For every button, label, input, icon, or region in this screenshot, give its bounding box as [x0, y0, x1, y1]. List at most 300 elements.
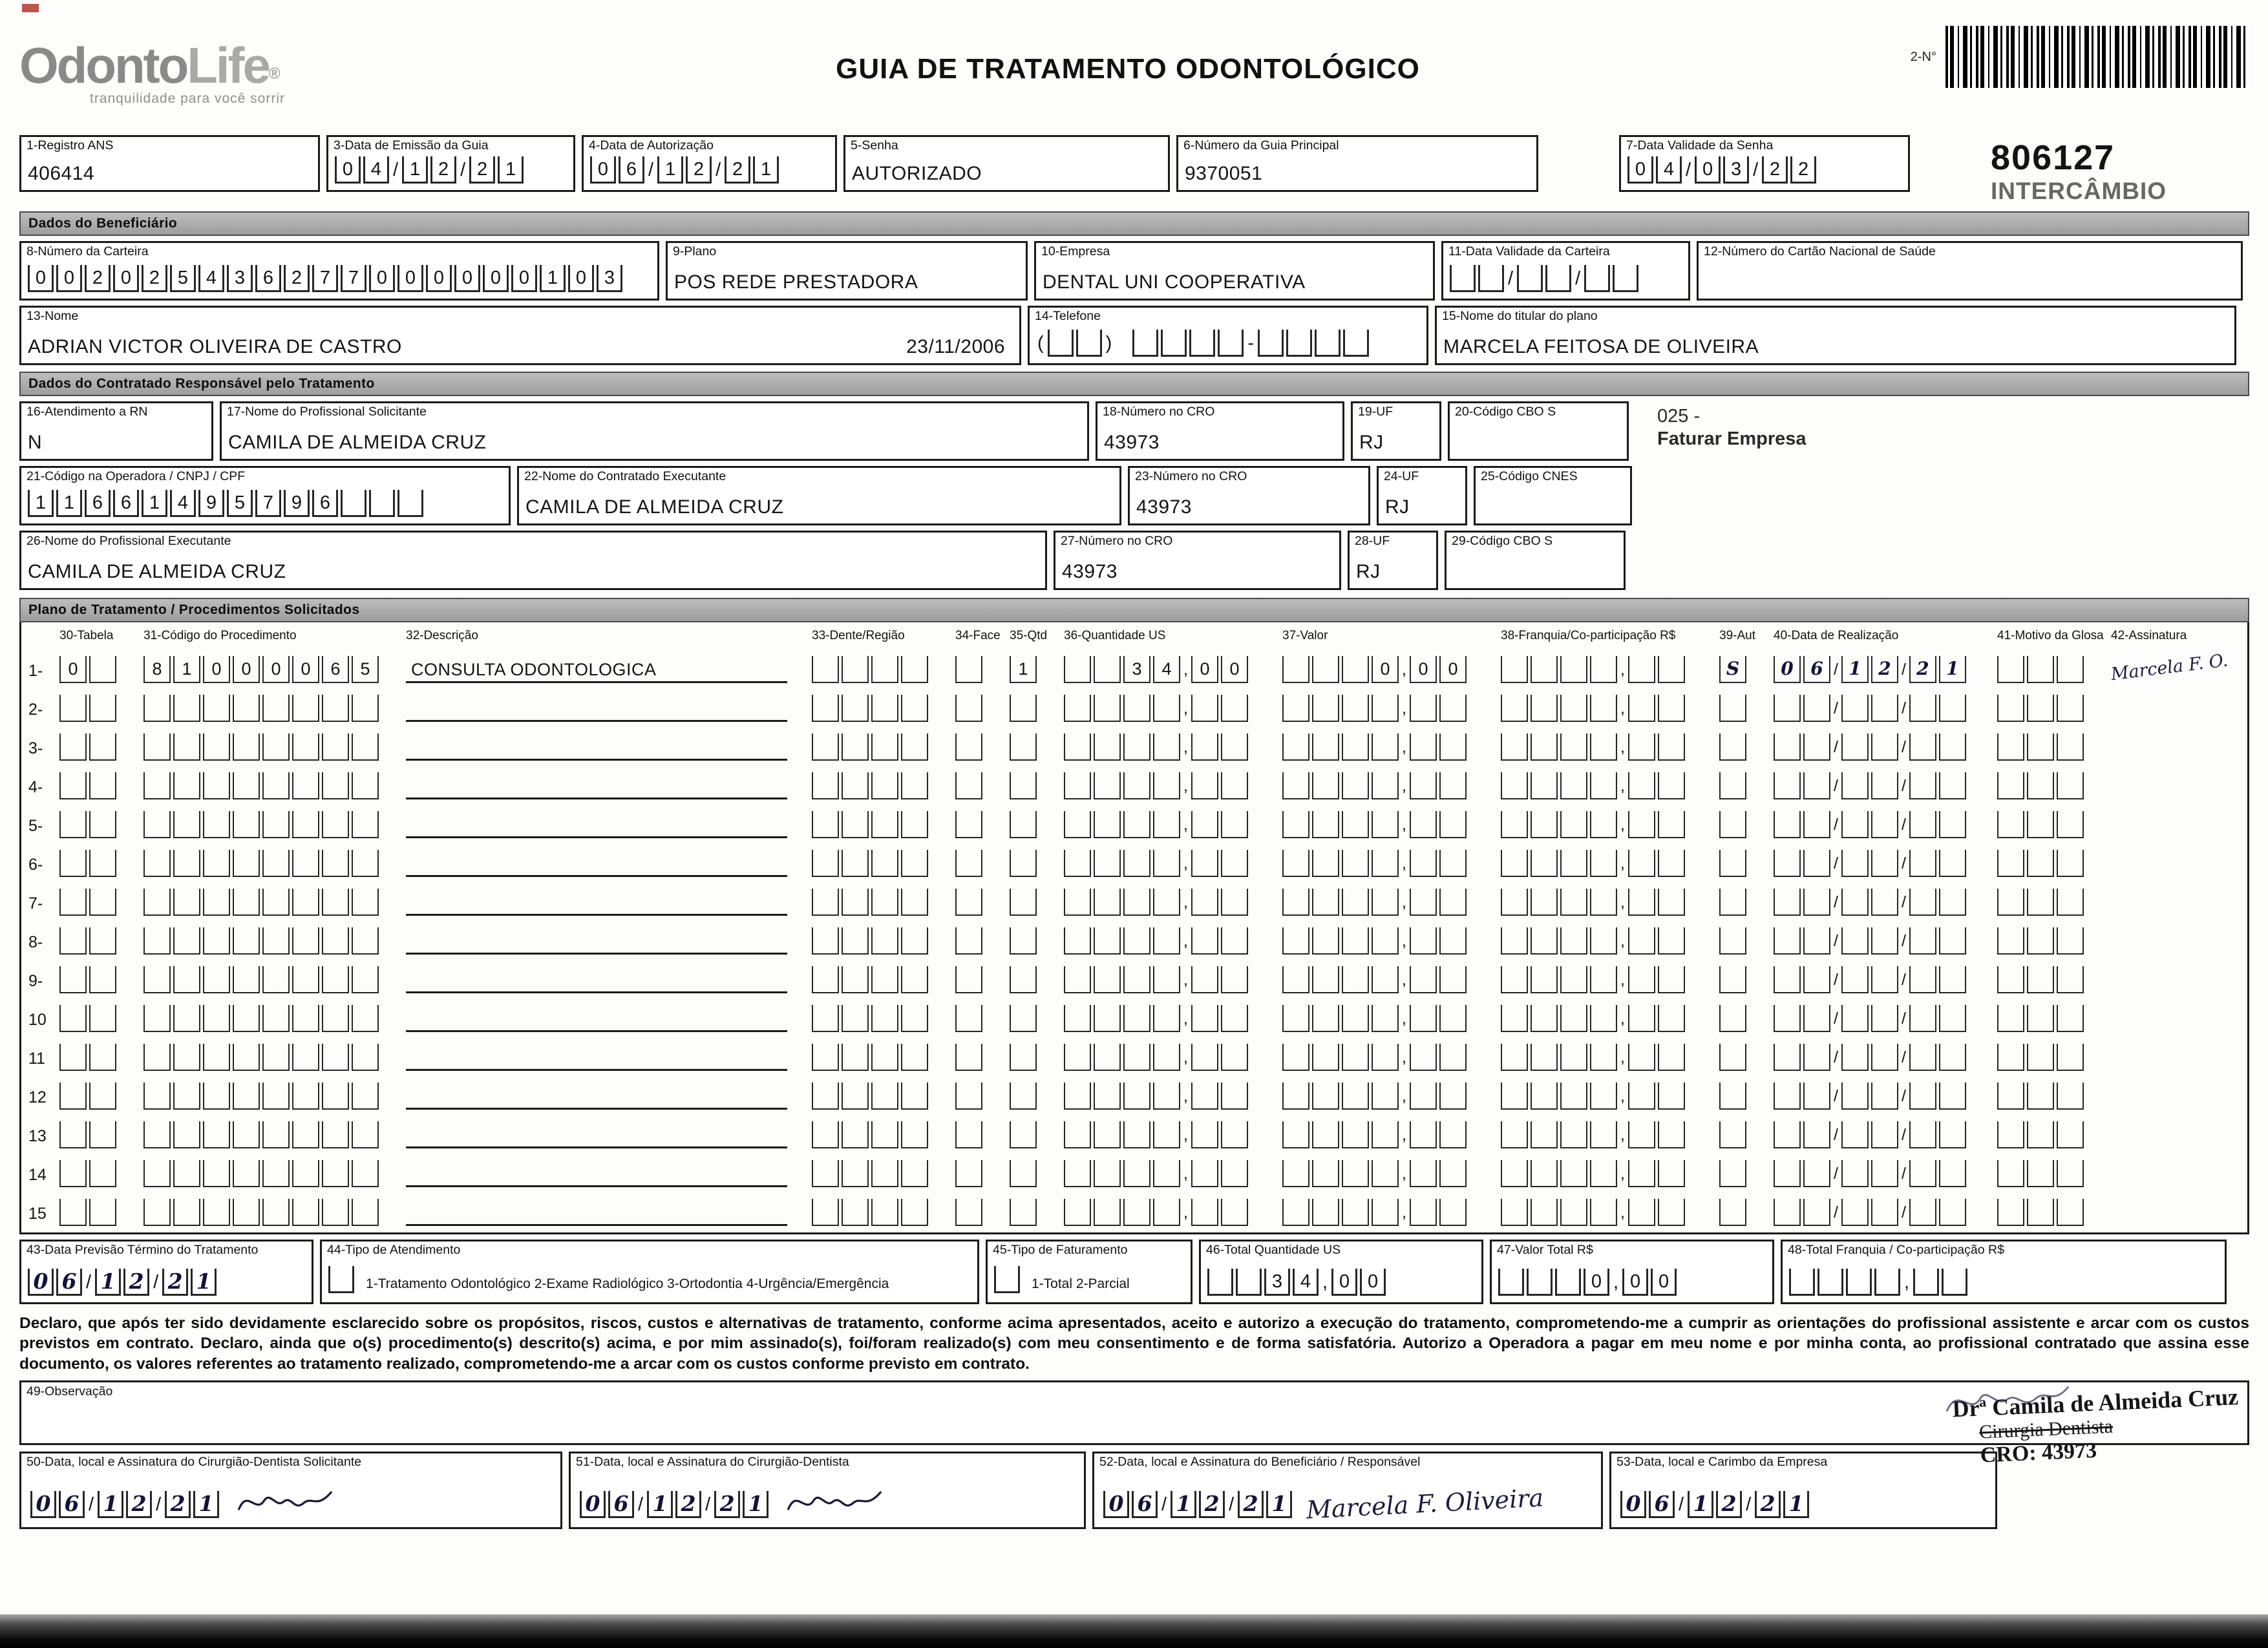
comb-cell	[1803, 1160, 1830, 1187]
comb-group-col-franquia	[1501, 1044, 1695, 1071]
comb-cell	[1939, 966, 1966, 993]
comb-cell	[1997, 772, 2024, 799]
comb-cell	[901, 656, 928, 683]
comb-group-col-qtd	[1010, 850, 1039, 877]
comb-cell	[59, 1083, 87, 1110]
comb-cell	[59, 1044, 87, 1071]
comb-cell	[1517, 265, 1543, 292]
comb-cell	[1658, 1005, 1685, 1032]
comb-cell	[1909, 889, 1936, 916]
comb-cell	[1064, 734, 1091, 761]
comb-cell	[1628, 889, 1655, 916]
comb-cell	[1997, 1199, 2024, 1226]
comb-cell	[1282, 695, 1309, 722]
comb-cell	[1871, 772, 1898, 799]
authorization-fields-row	[19, 135, 2249, 205]
comb-group-col-tabela	[59, 1121, 119, 1148]
comb-cell	[1094, 656, 1121, 683]
comb-group-col-valor	[1282, 772, 1476, 799]
comb-cell	[2027, 656, 2054, 683]
comb-cell: 2	[430, 156, 456, 184]
comb-cell	[59, 772, 87, 799]
comb-cell	[1841, 1199, 1869, 1226]
comb-cell	[1939, 927, 1966, 955]
comb-cell	[1531, 1121, 1558, 1148]
comb-cell: 0	[56, 265, 82, 292]
comb-cell	[1439, 734, 1467, 761]
comb-separator: ,	[1402, 660, 1406, 679]
treatment-row	[23, 1148, 2245, 1187]
comb-cell	[322, 1044, 349, 1071]
comb-cell	[1153, 734, 1180, 761]
comb-cell	[871, 1160, 898, 1187]
col-header-descricao: 32-Descrição	[406, 629, 478, 642]
comb-cell	[1841, 772, 1869, 799]
comb-group-col-valor	[1282, 734, 1476, 761]
comb-cell: 7	[341, 265, 366, 292]
field-value: AUTORIZADO	[852, 163, 982, 184]
comb-cell	[1560, 889, 1587, 916]
comb-cell: 1	[95, 1269, 121, 1296]
comb-group-col-aut	[1719, 811, 1749, 838]
comb-cell	[1997, 811, 2024, 838]
comb-group-col-aut	[1719, 1044, 1749, 1071]
comb-cell	[1410, 1160, 1437, 1187]
comb-cell	[1560, 927, 1587, 955]
comb-cell	[1312, 772, 1339, 799]
comb-cell	[1841, 695, 1869, 722]
comb-cell: 3	[1264, 1269, 1290, 1296]
treatment-table	[19, 622, 2249, 1234]
comb-cell	[173, 695, 200, 722]
comb-cell	[1803, 966, 1830, 993]
comb-cell	[1094, 734, 1121, 761]
comb-cell	[1560, 1199, 1587, 1226]
comb-cell	[901, 811, 928, 838]
treatment-row	[23, 955, 2245, 993]
comb-cell	[1841, 734, 1869, 761]
comb-cell: 0	[1372, 656, 1399, 683]
comb-cell	[233, 1121, 260, 1148]
comb-cell: 0	[262, 656, 290, 683]
comb-cell	[1439, 889, 1467, 916]
comb-separator: ,	[1620, 971, 1625, 989]
comb-cell	[352, 1083, 379, 1110]
comb-group-col-valor	[1282, 889, 1476, 916]
comb-cell	[1871, 850, 1898, 877]
comb-group-col-data	[1774, 734, 1973, 761]
comb-cell	[143, 850, 171, 877]
field-cro-profissional-executante	[1054, 531, 1341, 590]
field-value: DENTAL UNI COOPERATIVA	[1043, 271, 1306, 293]
comb-group-col-qtd	[1010, 811, 1039, 838]
comb-cell	[262, 889, 290, 916]
field-label: 47-Valor Total R$	[1497, 1243, 1593, 1257]
comb-cell	[1221, 1199, 1248, 1226]
field-registro-ans	[19, 135, 320, 192]
row-number: 1-	[28, 662, 43, 680]
field-label: 49-Observação	[26, 1384, 113, 1399]
comb-cell	[1531, 1199, 1558, 1226]
comb-cell	[901, 889, 928, 916]
comb-cell	[1501, 1121, 1528, 1148]
comb-cell	[1123, 695, 1150, 722]
comb-cell	[1590, 656, 1617, 683]
comb-cell	[1628, 656, 1655, 683]
comb-cell	[1010, 811, 1037, 838]
comb-separator: /	[86, 1272, 92, 1293]
comb-cell	[871, 1199, 898, 1226]
field-value: RJ	[1356, 561, 1381, 582]
comb-group-col-glosa	[1997, 656, 2086, 683]
comb-group-col-aut	[1719, 734, 1749, 761]
comb-separator: ,	[1183, 816, 1188, 834]
comb-cell	[59, 695, 87, 722]
beneficiary-name: ADRIAN VICTOR OLIVEIRA DE CASTRO	[28, 336, 402, 357]
comb-cell	[1803, 1199, 1830, 1226]
comb-cell	[1719, 927, 1746, 955]
comb-cell	[842, 966, 869, 993]
procedure-description	[406, 1119, 787, 1148]
comb-cell	[1555, 1269, 1581, 1296]
comb-cell	[1282, 927, 1309, 955]
comb-cell: 7	[255, 490, 281, 517]
comb-cell: 0	[28, 265, 54, 292]
comb-cell	[955, 1199, 982, 1226]
comb-group-col-valor	[1282, 811, 1476, 838]
comb-cell	[1410, 695, 1437, 722]
comb-group-col-valor	[1282, 966, 1476, 993]
comb-cell	[1410, 850, 1437, 877]
comb-cell: 1	[402, 156, 428, 184]
guide-number-block	[1991, 135, 2249, 205]
comb-cell	[1312, 1121, 1339, 1148]
comb-cell	[1191, 1199, 1218, 1226]
treatment-row	[23, 722, 2245, 761]
comb-cell	[1372, 927, 1399, 955]
row-number: 4-	[28, 778, 43, 796]
comb-cell: 6	[1649, 1491, 1675, 1518]
comb-cell	[322, 966, 349, 993]
comb-cell	[1094, 811, 1121, 838]
col-header-motivo-glosa: 41-Motivo da Glosa	[1997, 629, 2104, 642]
comb-cell	[1871, 1121, 1898, 1148]
procedure-description	[406, 731, 787, 761]
comb-cell	[143, 1005, 171, 1032]
comb-cell: 3	[227, 265, 253, 292]
comb-cell	[842, 811, 869, 838]
comb-cell: 8	[143, 656, 171, 683]
comb-cell: 0	[1651, 1269, 1677, 1296]
comb-cell	[1410, 966, 1437, 993]
comb-cell	[2057, 811, 2084, 838]
comb-cell	[59, 889, 87, 916]
field-label: 15-Nome do titular do plano	[1442, 309, 1598, 323]
comb-cell: 2	[126, 1491, 152, 1518]
comb-cell	[1191, 1121, 1218, 1148]
comb-cell	[812, 1083, 839, 1110]
comb-cell	[1560, 1083, 1587, 1110]
procedure-description	[406, 964, 787, 993]
comb-cell	[1909, 850, 1936, 877]
comb-cell	[955, 927, 982, 955]
field-label: 28-UF	[1355, 534, 1390, 548]
comb-cell: 2	[165, 1491, 191, 1518]
field-titular-plano	[1435, 306, 2236, 365]
comb-separator: ,	[1183, 660, 1188, 679]
comb-cell: 2	[686, 156, 712, 184]
comb-separator: /	[1834, 1165, 1838, 1183]
comb-separator: ,	[1402, 1048, 1406, 1066]
comb-cell: 0	[1360, 1269, 1386, 1296]
comb-cell	[1719, 1121, 1746, 1148]
comb-cell	[901, 734, 928, 761]
comb-group-col-face	[955, 811, 985, 838]
comb-cell	[262, 1199, 290, 1226]
totals-row	[19, 1240, 2249, 1304]
comb-cell	[1719, 1005, 1746, 1032]
comb-cell	[1841, 889, 1869, 916]
comb-cell	[1803, 927, 1830, 955]
comb-group-col-dente	[812, 1005, 931, 1032]
comb-group-col-qtd	[1010, 889, 1039, 916]
comb-cell: 6	[85, 490, 111, 517]
col-header-face: 34-Face	[955, 629, 1001, 642]
comb-cell: 0	[335, 156, 361, 184]
field-label: 53-Data, local e Carimbo da Empresa	[1616, 1455, 1828, 1470]
comb-cell	[262, 695, 290, 722]
comb-group-col-codigo	[143, 1005, 381, 1032]
comb-cell	[1560, 772, 1587, 799]
comb-group-col-franquia	[1501, 1083, 1695, 1110]
comb-cell	[1450, 265, 1476, 292]
comb-cell: 2	[469, 156, 495, 184]
field-guia-principal	[1176, 135, 1538, 192]
comb-cell	[1560, 1044, 1587, 1071]
comb-cell	[1871, 889, 1898, 916]
comb-cell	[1774, 1121, 1801, 1148]
treatment-row	[23, 1110, 2245, 1148]
comb-separator: ,	[1183, 699, 1188, 717]
comb-field	[1788, 1269, 2220, 1300]
field-value: 43973	[1062, 561, 1118, 582]
comb-group-col-dente	[812, 1083, 931, 1110]
comb-cell	[1997, 1044, 2024, 1071]
comb-cell	[2057, 966, 2084, 993]
comb-separator: /	[1834, 932, 1838, 950]
comb-field	[589, 156, 830, 187]
comb-cell	[322, 811, 349, 838]
comb-cell: 2	[284, 265, 310, 292]
comb-cell	[341, 490, 366, 517]
field-numero-carteira	[19, 241, 659, 301]
comb-separator: ,	[1402, 816, 1406, 834]
comb-cell: 4	[1153, 656, 1180, 683]
comb-cell	[1939, 1199, 1966, 1226]
comb-cell	[955, 1083, 982, 1110]
comb-separator: ,	[1620, 660, 1625, 679]
comb-cell	[1048, 330, 1074, 357]
comb-cell	[1191, 850, 1218, 877]
comb-cell: S	[1719, 656, 1746, 683]
comb-cell	[1939, 734, 1966, 761]
comb-separator: ,	[1402, 1126, 1406, 1144]
comb-cell	[1658, 889, 1685, 916]
comb-cell	[1590, 889, 1617, 916]
comb-group-col-qtd	[1010, 927, 1039, 955]
comb-cell	[1774, 1199, 1801, 1226]
col-header-data-realizacao: 40-Data de Realização	[1774, 629, 1899, 642]
comb-cell	[842, 1160, 869, 1187]
comb-cell	[143, 734, 171, 761]
comb-cell	[352, 927, 379, 955]
comb-cell	[143, 695, 171, 722]
comb-group-col-qtd	[1010, 695, 1039, 722]
comb-group-col-face	[955, 656, 985, 683]
comb-cell: 1	[743, 1491, 768, 1518]
comb-cell	[2057, 1199, 2084, 1226]
comb-cell	[1658, 927, 1685, 955]
comb-group-col-codigo	[143, 927, 381, 955]
comb-separator: ,	[1183, 1203, 1188, 1221]
comb-cell	[1094, 1160, 1121, 1187]
field-label: 25-Código CNES	[1481, 469, 1578, 483]
field-label: 3-Data de Emissão da Guia	[334, 138, 489, 153]
comb-cell	[1939, 1005, 1966, 1032]
comb-group-col-valor	[1282, 1005, 1476, 1032]
comb-cell	[352, 850, 379, 877]
comb-cell	[292, 966, 319, 993]
comb-cell: 0	[369, 265, 395, 292]
comb-cell	[1803, 1083, 1830, 1110]
comb-group-col-tabela	[59, 850, 119, 877]
comb-cell	[322, 1121, 349, 1148]
comb-cell: 0	[233, 656, 260, 683]
comb-cell	[1841, 966, 1869, 993]
comb-cell	[994, 1266, 1020, 1293]
comb-cell	[871, 734, 898, 761]
comb-group-col-codigo	[143, 811, 381, 838]
comb-cell	[1590, 811, 1617, 838]
field-label: 48-Total Franquia / Co-participação R$	[1788, 1243, 2004, 1257]
comb-cell	[89, 1005, 116, 1032]
comb-cell	[1719, 1199, 1746, 1226]
comb-cell	[1658, 695, 1685, 722]
row-number: 13	[28, 1127, 47, 1145]
field-label: 6-Número da Guia Principal	[1183, 138, 1339, 153]
comb-group-col-qtd	[1010, 1083, 1039, 1110]
comb-cell	[812, 695, 839, 722]
comb-cell: 2	[1238, 1491, 1264, 1518]
comb-cell	[1153, 811, 1180, 838]
field-assinatura-solicitante	[19, 1452, 562, 1529]
comb-cell: 7	[312, 265, 338, 292]
comb-separator: /	[1834, 1203, 1838, 1221]
comb-cell	[1064, 850, 1091, 877]
comb-cell	[1909, 1083, 1936, 1110]
comb-cell	[2057, 734, 2084, 761]
comb-separator: (	[1037, 333, 1044, 354]
comb-cell	[1312, 1199, 1339, 1226]
comb-cell	[901, 1044, 928, 1071]
comb-group-col-franquia	[1501, 1160, 1695, 1187]
field-label: 19-UF	[1358, 405, 1394, 419]
comb-cell	[89, 1083, 116, 1110]
field-label: 45-Tipo de Faturamento	[993, 1243, 1128, 1257]
comb-cell	[173, 1044, 200, 1071]
comb-cell	[1628, 695, 1655, 722]
comb-cell	[203, 695, 230, 722]
comb-group-col-qtd	[1010, 1121, 1039, 1148]
comb-field	[1102, 1491, 1293, 1522]
comb-group-col-data	[1774, 811, 1973, 838]
comb-cell	[812, 1121, 839, 1148]
comb-cell	[955, 656, 982, 683]
comb-group-col-data	[1774, 966, 1973, 993]
comb-cell	[262, 1160, 290, 1187]
comb-cell	[59, 1160, 87, 1187]
beneficiary-birthdate: 23/11/2006	[906, 336, 1005, 357]
comb-separator: /	[1679, 1494, 1684, 1516]
comb-field	[578, 1491, 770, 1522]
comb-cell	[1094, 772, 1121, 799]
comb-cell	[1658, 811, 1685, 838]
comb-cell	[397, 490, 423, 517]
comb-cell	[1531, 1083, 1558, 1110]
comb-cell	[1064, 695, 1091, 722]
comb-cell	[1010, 1005, 1037, 1032]
comb-cell	[352, 1044, 379, 1071]
comb-cell	[1221, 966, 1248, 993]
field-cro-solicitante	[1096, 401, 1344, 461]
comb-cell	[1498, 1269, 1524, 1296]
field-label: 13-Nome	[26, 309, 79, 323]
comb-field	[993, 1266, 1021, 1297]
comb-cell	[1658, 850, 1685, 877]
comb-cell	[1501, 1083, 1528, 1110]
comb-cell	[842, 1121, 869, 1148]
comb-cell: 0	[397, 265, 423, 292]
comb-group-col-glosa	[1997, 966, 2086, 993]
comb-cell	[1064, 1121, 1091, 1148]
comb-group-col-dente	[812, 889, 931, 916]
comb-cell	[89, 927, 116, 955]
comb-separator: /	[1834, 1126, 1838, 1144]
barcode-field-label: 2-N°	[1910, 49, 1936, 64]
comb-cell	[1123, 889, 1150, 916]
comb-group-col-face	[955, 772, 985, 799]
comb-cell: 1	[1266, 1491, 1292, 1518]
comb-cell	[1939, 772, 1966, 799]
comb-cell	[1658, 734, 1685, 761]
comb-separator: ,	[1183, 777, 1188, 795]
dental-treatment-guide-form	[19, 17, 2249, 1529]
comb-separator: ,	[1402, 854, 1406, 872]
comb-cell	[1282, 1083, 1309, 1110]
comb-separator: /	[1753, 160, 1759, 180]
guide-number: 806127	[1991, 138, 2115, 177]
field-label: 26-Nome do Profissional Executante	[26, 534, 231, 548]
comb-separator: ,	[1620, 1087, 1625, 1105]
comb-cell: 1	[1688, 1491, 1713, 1518]
field-validade-carteira	[1441, 241, 1690, 301]
comb-cell	[812, 850, 839, 877]
comb-cell: 0	[1439, 656, 1467, 683]
comb-separator: ,	[1620, 738, 1625, 756]
comb-cell	[1719, 889, 1746, 916]
comb-cell	[1191, 734, 1218, 761]
field-tipo-atendimento	[320, 1240, 979, 1304]
